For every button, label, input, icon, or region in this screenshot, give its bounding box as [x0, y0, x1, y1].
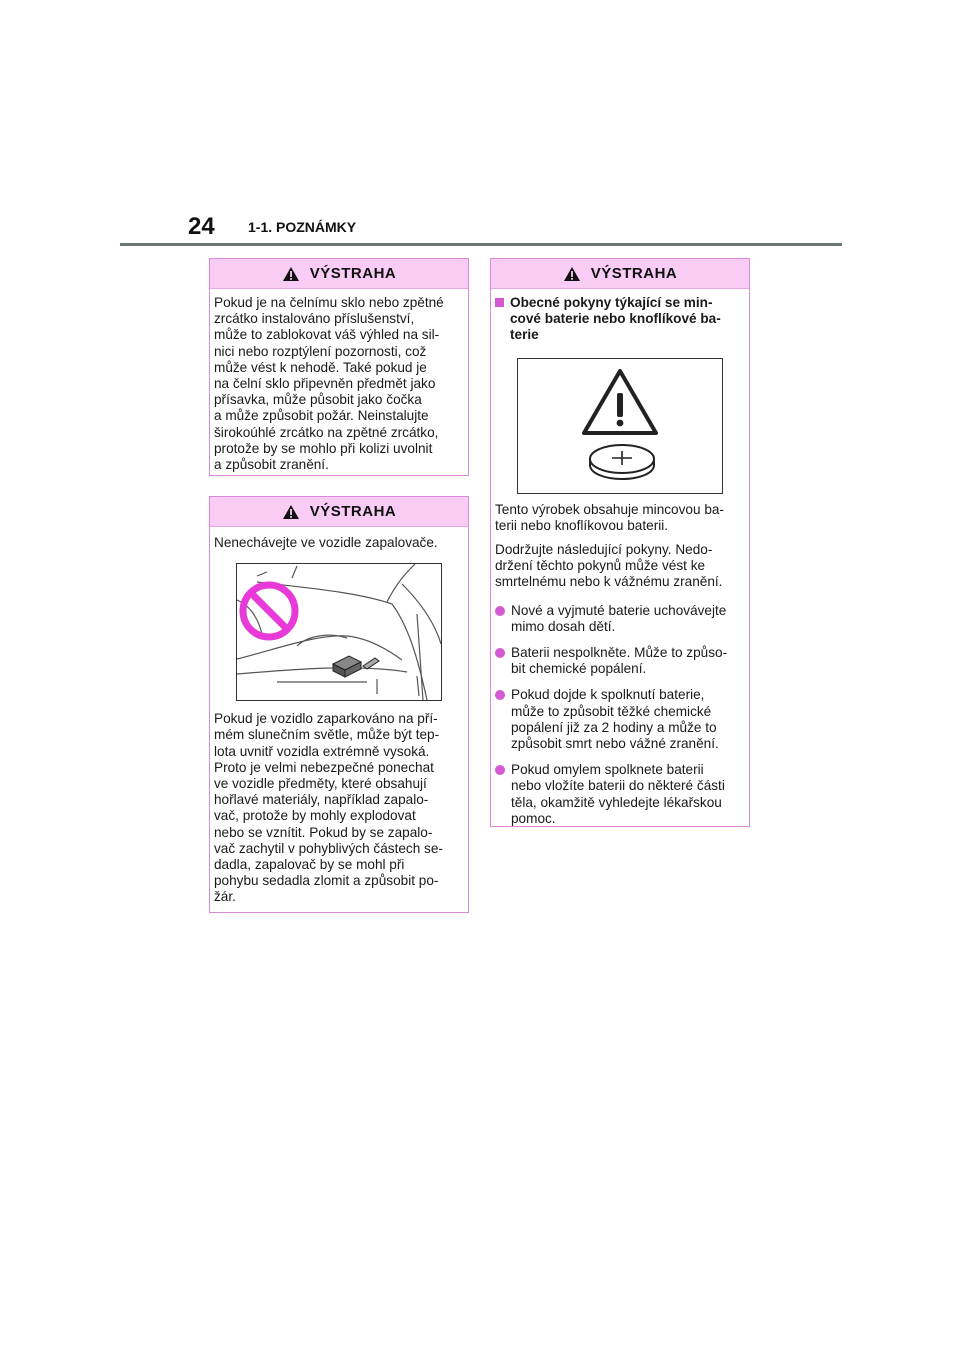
bullet-dot-icon	[495, 648, 505, 658]
text-line: vač zachytil v pohyblivých částech se-	[214, 840, 443, 856]
text-line: mém slunečním světle, může být tep-	[214, 727, 440, 743]
warning-text	[210, 527, 468, 906]
paragraph	[495, 542, 745, 591]
text-line: nebo vložíte baterii do některé části	[511, 778, 725, 794]
text-line: a způsobit zranění.	[214, 457, 329, 473]
paragraph	[495, 502, 745, 534]
square-bullet-icon	[495, 298, 504, 307]
text-line: na čelní sklo připevněn předmět jako	[214, 376, 436, 392]
text-line: Pokud je na čelnímu sklo nebo zpětné	[214, 295, 444, 310]
text-line: může to zablokovat váš výhled na sil-	[214, 327, 440, 343]
warning-box-lighters	[209, 496, 469, 913]
warning-title: VÝSTRAHA	[309, 503, 397, 520]
page-number: 24	[188, 213, 215, 240]
header-rule	[120, 243, 842, 246]
text-line: smrtelnému nebo k vážnému zranění.	[495, 574, 723, 590]
text-line: popálení již za 2 hodiny a může to	[511, 719, 717, 735]
text-line: Nové a vyjmuté baterie uchovávejte	[511, 602, 727, 618]
section-heading	[495, 295, 745, 344]
battery-warning-illustration	[517, 358, 723, 494]
text-line: pohybu sedadla zlomit a způsobit po-	[214, 873, 439, 889]
text-line: širokoúhlé zrcátko na zpětné zrcátko,	[214, 424, 439, 440]
heading-line: terie	[510, 327, 539, 343]
text-line: a může způsobit požár. Neinstalujte	[214, 408, 429, 424]
heading-line: Obecné pokyny týkající se min-	[510, 295, 713, 310]
text-line: Pokud je vozidlo zaparkováno na pří-	[214, 711, 438, 727]
text-line: může to způsobit těžké chemické	[511, 703, 712, 719]
text-line: držení těchto pokynů může vést ke	[495, 558, 706, 574]
bullet-item	[495, 687, 745, 752]
text-line: pomoc.	[511, 810, 556, 826]
coin-battery-warning-image	[518, 359, 722, 493]
text-line: Pokud omylem spolknete baterii	[511, 762, 704, 778]
text-line: protože by se mohlo při kolizi uvolnit	[214, 440, 433, 456]
text-line: nici nebo rozptýlení pozornosti, což	[214, 343, 427, 359]
bullet-dot-icon	[495, 606, 505, 616]
warning-header	[491, 259, 749, 289]
text-line: dadla, zapalovač by se mohl při	[214, 857, 405, 873]
intro-line: Nenechávejte ve vozidle zapalovače.	[214, 535, 438, 550]
text-line: Tento výrobek obsahuje mincovou ba-	[495, 501, 724, 517]
car-interior-image	[237, 564, 441, 700]
bullet-item	[495, 603, 745, 635]
text-line: lota uvnitř vozidla extrémně vysoká.	[214, 743, 430, 759]
warning-box-mirror	[209, 258, 469, 476]
bullet-item	[495, 762, 745, 827]
warning-title: VÝSTRAHA	[309, 265, 397, 282]
text-line: mimo dosah dětí.	[511, 618, 616, 634]
warning-text	[210, 289, 468, 473]
text-line: Baterii nespolkněte. Může to způso-	[511, 645, 728, 661]
warning-header	[210, 497, 468, 527]
text-line: Proto je velmi nebezpečné ponechat	[214, 759, 434, 775]
section-title: 1-1. POZNÁMKY	[248, 219, 357, 235]
bullet-dot-icon	[495, 690, 505, 700]
text-line: ve vozidle předměty, které obsahují	[214, 776, 427, 792]
text-line: přísavka, může působit jako čočka	[214, 392, 422, 408]
heading-line: cové baterie nebo knoflíkové ba-	[510, 311, 721, 327]
text-line: bit chemické popálení.	[511, 661, 647, 677]
text-line: těla, okamžitě vyhledejte lékařskou	[511, 794, 722, 810]
text-line: terii nebo knoflíkovou baterii.	[495, 517, 669, 533]
warning-triangle-icon	[563, 266, 581, 282]
warning-header	[210, 259, 468, 289]
text-line: Dodržujte následující pokyny. Nedo-	[495, 542, 713, 558]
warning-triangle-icon	[282, 504, 300, 520]
warning-text	[491, 289, 749, 827]
lighter-illustration	[236, 563, 442, 701]
text-line: Pokud dojde k spolknutí baterie,	[511, 687, 705, 703]
bullet-item	[495, 645, 745, 677]
text-line: vač, protože by mohly explodovat	[214, 808, 416, 824]
text-line: nebo se vznítit. Pokud by se zapalo-	[214, 824, 433, 840]
bullet-dot-icon	[495, 765, 505, 775]
text-line: může vést k nehodě. Také pokud je	[214, 359, 427, 375]
warning-title: VÝSTRAHA	[590, 265, 678, 282]
text-line: způsobit smrt nebo vážné zranění.	[511, 736, 719, 752]
text-line: žár.	[214, 889, 236, 905]
warning-box-battery	[490, 258, 750, 827]
text-line: hořlavé materiály, například zapalo-	[214, 792, 429, 808]
warning-triangle-icon	[282, 266, 300, 282]
text-line: zrcátko instalováno příslušenství,	[214, 311, 415, 327]
